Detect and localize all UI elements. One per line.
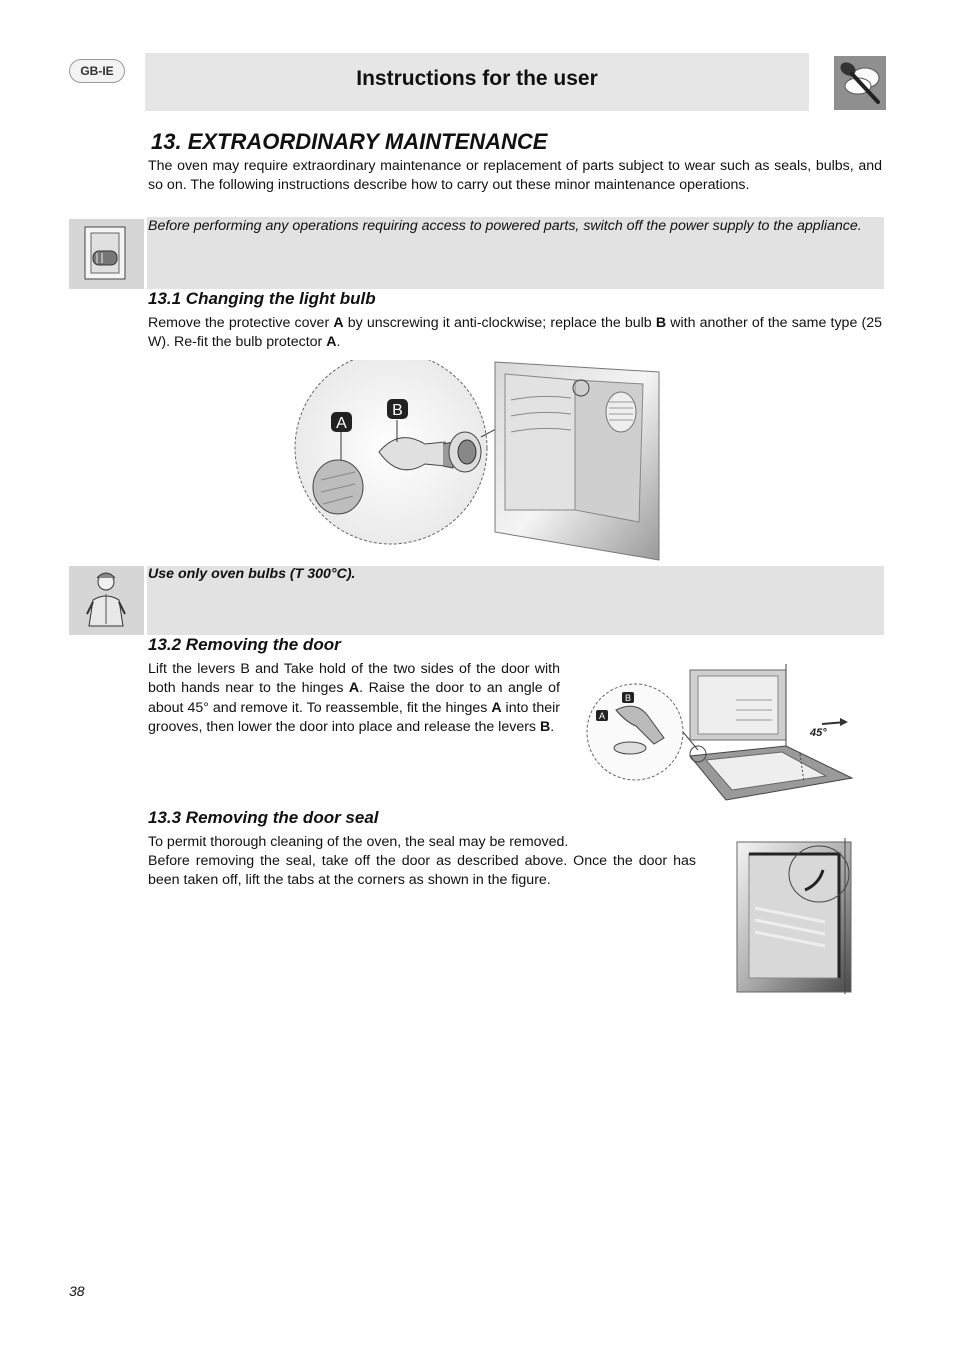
region-badge: GB-IE [69,59,125,83]
intro-paragraph: The oven may require extraordinary maintenance or replacement of parts subject to wear such as seals, bulbs, and so on. The following instructions describe how to carry out these minor maintenance operations. [148,158,882,194]
door-angle-label: 45° [810,727,827,739]
door-figure-label-b: B [624,693,632,703]
section-title: 13. EXTRAORDINARY MAINTENANCE [151,129,548,154]
page-number: 38 [69,1283,85,1299]
page-header-title: Instructions for the user [356,67,598,90]
light-bulb-figure [293,360,663,562]
seal-paragraph-line2: Before removing the seal, take off the door as described above. Once the door has been taken off, lift the tabs at the corners as shown in the figure. [148,853,696,889]
figure-label-b: B [392,402,403,419]
figure-label-a: A [336,415,347,432]
subsection-title-seal: 13.3 Removing the door seal [148,808,379,827]
subsection-title-door: 13.2 Removing the door [148,635,341,654]
seal-paragraph-line1: To permit thorough cleaning of the oven, the seal may be removed. [148,834,569,850]
bulb-note-text: Use only oven bulbs (T 300°C). [148,566,356,582]
subsection-title-light-bulb: 13.1 Changing the light bulb [148,289,376,308]
spoon-chef-hat-icon [834,56,886,110]
technician-icon [69,566,144,635]
door-paragraph: Lift the levers B and Take hold of the two sides of the door with both hands near to the hinges A. Raise the door to an angle of about 45° and remove it. To reassemble, fit the hinges A into their grooves, then lower the door into place and release the levers B. [148,661,560,735]
power-switch-icon [69,219,144,289]
light-bulb-paragraph: Remove the protective cover A by unscrewing it anti-clockwise; replace the bulb B with another of the same type (25 W). Re-fit the bulb protector A. [148,315,882,351]
door-figure-label-a: A [598,711,606,721]
warning-text: Before performing any operations requiring access to powered parts, switch off the power supply to the appliance. [148,218,862,234]
door-removal-figure [586,660,862,802]
door-seal-figure [735,838,857,994]
